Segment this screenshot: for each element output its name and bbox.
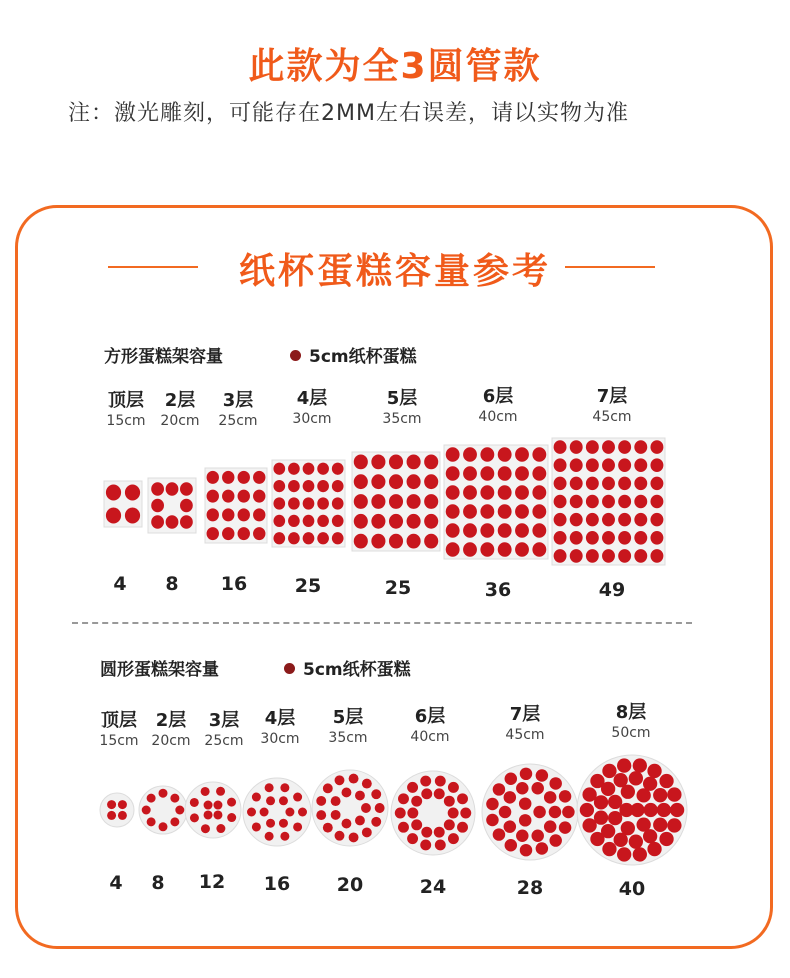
round-capacity-count: 20 — [336, 874, 364, 896]
cupcake-dot — [594, 810, 608, 824]
cupcake-dot — [342, 819, 352, 829]
cupcake-dot — [355, 791, 365, 801]
cupcake-dot — [499, 806, 511, 818]
cupcake-dot — [204, 801, 213, 810]
round-stand-diagram — [139, 786, 187, 834]
square-capacity-count: 36 — [484, 579, 512, 601]
square-layer-label: 2层 — [164, 390, 196, 411]
round-stand-diagram — [482, 764, 578, 860]
cupcake-dot — [293, 793, 302, 802]
cupcake-dot — [407, 808, 418, 819]
round-size-label: 20cm — [151, 733, 191, 749]
cupcake-dot — [448, 808, 459, 819]
cupcake-dot — [536, 769, 548, 781]
round-size-label: 30cm — [260, 731, 300, 747]
cupcake-dot — [118, 800, 127, 809]
cupcake-dot — [201, 787, 210, 796]
cupcake-dot — [107, 811, 116, 820]
cupcake-dot — [335, 775, 345, 785]
cupcake-dot — [371, 789, 381, 799]
cupcake-dot — [505, 839, 517, 851]
cupcake-dot — [493, 783, 505, 795]
round-legend-label: 5cm纸杯蛋糕 — [303, 660, 411, 680]
cupcake-dot — [170, 794, 179, 803]
round-stand-diagram — [391, 771, 475, 855]
round-layer-label: 6层 — [414, 706, 446, 727]
cupcake-dot — [562, 806, 574, 818]
cupcake-dot — [493, 828, 505, 840]
round-stand-diagram — [100, 793, 134, 827]
cupcake-dot — [323, 823, 333, 833]
cupcake-dot — [216, 787, 225, 796]
cupcake-dot — [457, 793, 468, 804]
cupcake-dot — [213, 801, 222, 810]
cupcake-dot — [279, 819, 288, 828]
cupcake-dot — [421, 827, 432, 838]
round-stand-diagram — [312, 770, 388, 846]
cupcake-dot — [331, 810, 341, 820]
square-section-title: 方形蛋糕架容量 — [104, 347, 223, 367]
cupcake-dot — [265, 832, 274, 841]
cupcake-dot — [266, 819, 275, 828]
square-layer-label: 5层 — [386, 388, 418, 409]
cupcake-dot — [659, 774, 673, 788]
cupcake-dot — [549, 806, 561, 818]
cupcake-dot — [536, 842, 548, 854]
square-layer-label: 顶层 — [108, 390, 144, 411]
cupcake-dot — [280, 783, 289, 792]
square-capacity-count: 16 — [220, 573, 248, 595]
cupcake-dot — [633, 847, 647, 861]
cupcake-dot — [602, 842, 616, 856]
cupcake-dot — [252, 822, 261, 831]
round-capacity-count: 8 — [151, 872, 165, 894]
cupcake-dot — [395, 808, 406, 819]
cupcake-dot — [644, 803, 658, 817]
square-capacity-count: 25 — [294, 575, 322, 597]
cupcake-dot — [107, 800, 116, 809]
round-layer-label: 8层 — [615, 702, 647, 723]
cupcake-dot — [247, 808, 256, 817]
cupcake-dot — [266, 796, 275, 805]
cupcake-dot — [629, 835, 643, 849]
note-text: 注：激光雕刻，可能存在2MM左右误差，请以实物为准 — [68, 101, 629, 126]
cupcake-dot — [486, 798, 498, 810]
cupcake-dot — [531, 829, 543, 841]
cupcake-dot — [316, 796, 326, 806]
cupcake-dot — [633, 758, 647, 772]
cupcake-dot — [520, 844, 532, 856]
cupcake-dot — [349, 832, 359, 842]
cupcake-dot — [118, 811, 127, 820]
square-legend-label: 5cm纸杯蛋糕 — [309, 347, 417, 367]
cupcake-dot — [170, 817, 179, 826]
cupcake-dot — [659, 832, 673, 846]
cupcake-dot — [362, 779, 372, 789]
cupcake-dot — [190, 813, 199, 822]
cupcake-dot — [260, 808, 269, 817]
cupcake-dot — [175, 806, 184, 815]
square-size-label: 25cm — [218, 413, 258, 429]
cupcake-dot — [559, 821, 571, 833]
round-capacity-count: 40 — [618, 878, 646, 900]
cupcake-dot — [342, 788, 352, 798]
square-layer-label: 4层 — [296, 388, 328, 409]
cupcake-dot — [505, 773, 517, 785]
cupcake-dot — [355, 816, 365, 826]
cupcake-dot — [420, 776, 431, 787]
cupcake-dot — [637, 788, 651, 802]
square-capacity-count: 4 — [113, 573, 127, 595]
cupcake-dot — [647, 842, 661, 856]
cupcake-dot — [411, 819, 422, 830]
square-capacity-count: 49 — [598, 579, 626, 601]
cupcake-dot — [516, 829, 528, 841]
cupcake-dot — [647, 764, 661, 778]
round-capacity-count: 28 — [516, 877, 544, 899]
card-title: 纸杯蛋糕容量参考 — [238, 251, 551, 292]
cupcake-dot — [516, 782, 528, 794]
round-capacity-count: 4 — [109, 872, 123, 894]
round-capacity-count: 24 — [419, 876, 447, 898]
square-size-label: 35cm — [382, 411, 422, 427]
cupcake-dot — [617, 758, 631, 772]
cupcake-dot — [420, 839, 431, 850]
square-layer-label: 7层 — [596, 386, 628, 407]
cupcake-dot — [293, 822, 302, 831]
square-size-label: 30cm — [292, 411, 332, 427]
cupcake-dot — [670, 803, 684, 817]
cupcake-dot — [444, 796, 455, 807]
cupcake-dot — [265, 783, 274, 792]
cupcake-dot — [544, 820, 556, 832]
cupcake-dot — [519, 814, 531, 826]
cupcake-dot — [201, 824, 210, 833]
cupcake-dot — [375, 803, 385, 813]
round-capacity-count: 12 — [198, 871, 226, 893]
round-layer-label: 7层 — [509, 704, 541, 725]
cupcake-dot — [617, 847, 631, 861]
cupcake-dot — [407, 782, 418, 793]
cupcake-dot — [559, 790, 571, 802]
round-layer-label: 3层 — [208, 710, 240, 731]
headline: 此款为全3圆管款 — [248, 46, 542, 87]
cupcake-dot — [667, 787, 681, 801]
cupcake-dot — [316, 810, 326, 820]
square-size-label: 15cm — [106, 413, 146, 429]
round-size-label: 25cm — [204, 733, 244, 749]
cupcake-dot — [434, 788, 445, 799]
cupcake-dot — [504, 820, 516, 832]
cupcake-dot — [601, 782, 615, 796]
cupcake-dot — [349, 774, 359, 784]
cupcake-dot — [279, 796, 288, 805]
cupcake-dot — [216, 824, 225, 833]
cupcake-dot — [444, 819, 455, 830]
cupcake-dot — [227, 813, 236, 822]
cupcake-dot — [667, 818, 681, 832]
cupcake-dot — [457, 822, 468, 833]
square-size-label: 20cm — [160, 413, 200, 429]
cupcake-dot — [227, 798, 236, 807]
round-layer-label: 顶层 — [101, 710, 137, 731]
cupcake-dot — [602, 764, 616, 778]
square-capacity-count: 8 — [165, 573, 179, 595]
cupcake-dot — [448, 782, 459, 793]
cupcake-dot — [531, 782, 543, 794]
cupcake-dot — [448, 833, 459, 844]
cupcake-dot — [504, 791, 516, 803]
cupcake-dot — [298, 808, 307, 817]
round-size-label: 15cm — [99, 733, 139, 749]
cupcake-dot — [460, 808, 471, 819]
cupcake-dot — [159, 822, 168, 831]
cupcake-dot — [435, 776, 446, 787]
cupcake-dot — [435, 839, 446, 850]
cupcake-dot — [621, 785, 635, 799]
cupcake-dot — [142, 806, 151, 815]
cupcake-dot — [421, 788, 432, 799]
round-size-label: 50cm — [611, 725, 651, 741]
cupcake-dot — [147, 794, 156, 803]
cupcake-dot — [549, 834, 561, 846]
cupcake-dot — [657, 803, 671, 817]
cupcake-dot — [544, 791, 556, 803]
cupcake-dot — [159, 789, 168, 798]
cupcake-dot — [601, 824, 615, 838]
cupcake-dot — [434, 827, 445, 838]
round-layer-label: 5层 — [332, 707, 364, 728]
cupcake-dot — [371, 817, 381, 827]
round-layer-label: 2层 — [155, 710, 187, 731]
cupcake-dot — [398, 793, 409, 804]
cupcake-dot — [653, 818, 667, 832]
cupcake-dot — [637, 817, 651, 831]
cupcake-dot — [407, 833, 418, 844]
square-layer-label: 6层 — [482, 386, 514, 407]
square-capacity-count: 25 — [384, 577, 412, 599]
cupcake-dot — [549, 777, 561, 789]
cupcake-dot — [323, 783, 333, 793]
round-section-title: 圆形蛋糕架容量 — [100, 660, 219, 680]
cupcake-dot — [519, 797, 531, 809]
cupcake-dot — [204, 810, 213, 819]
round-layer-label: 4层 — [264, 708, 296, 729]
cupcake-dot — [621, 821, 635, 835]
cupcake-dot — [580, 803, 594, 817]
cupcake-dot — [653, 788, 667, 802]
cupcake-dot — [331, 796, 341, 806]
round-stand-diagram — [185, 782, 241, 838]
cupcake-dot — [280, 832, 289, 841]
square-layer-label: 3层 — [222, 390, 254, 411]
cupcake-dot — [629, 771, 643, 785]
round-size-label: 40cm — [410, 729, 450, 745]
cupcake-dot — [594, 795, 608, 809]
cupcake-dot — [252, 793, 261, 802]
round-stand-diagram — [243, 778, 311, 846]
cupcake-dot — [398, 822, 409, 833]
cupcake-dot — [285, 808, 294, 817]
round-size-label: 35cm — [328, 730, 368, 746]
cupcake-dot — [486, 814, 498, 826]
round-capacity-count: 16 — [263, 873, 291, 895]
cupcake-dot — [619, 803, 633, 817]
cupcake-dot — [147, 817, 156, 826]
square-size-label: 40cm — [478, 409, 518, 425]
square-size-label: 45cm — [592, 409, 632, 425]
cupcake-dot — [533, 806, 545, 818]
round-stand-diagram — [577, 755, 687, 865]
cupcake-dot — [362, 827, 372, 837]
cupcake-dot — [411, 796, 422, 807]
round-size-label: 45cm — [505, 727, 545, 743]
cupcake-dot — [213, 810, 222, 819]
cupcake-dot — [190, 798, 199, 807]
cupcake-dot — [520, 768, 532, 780]
cupcake-dot — [335, 831, 345, 841]
cupcake-dot — [361, 803, 371, 813]
